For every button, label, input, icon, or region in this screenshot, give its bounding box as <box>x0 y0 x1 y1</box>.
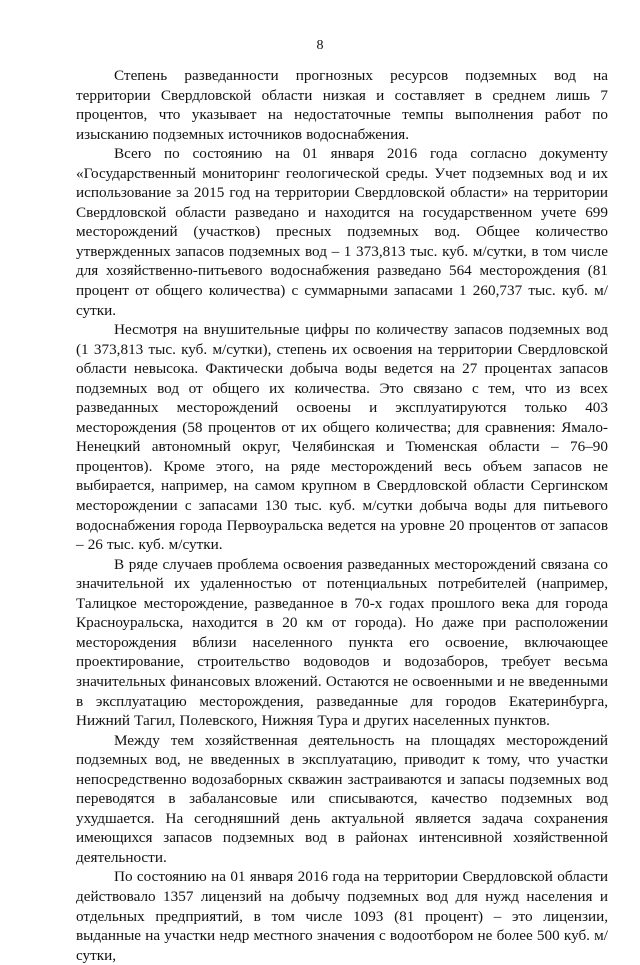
paragraph-exploration-degree: Степень разведанности прогнозных ресурсов подземных вод на территории Свердловской области низкая и составляет в среднем лишь 7 процентов, что указывает на недостаточные темпы выполнения работ по изысканию подземных источников водоснабжения. <box>76 67 608 143</box>
paragraph-licenses: По состоянию на 01 января 2016 года на территории Свердловской области действовало 1357 лицензий на добычу подземных вод для нужд населения и отдельных предприятий, в том числе 1093 (81 процент) – это лицензии, выданные на участки недр местного значения с водоотбором не более 500 куб. м/сутки, <box>76 868 608 964</box>
paragraph-economic-activity: Между тем хозяйственная деятельность на площадях месторождений подземных вод, не введенных в эксплуатацию, приводит к тому, что участки непосредственно водозаборных скважин застраиваются и запасы подземных вод переводятся в забалансовые или списываются, качество подземных вод ухудшается. На сегодняшний день актуальной является задача сохранения имеющихся запасов подземных вод в районах интенсивной хозяйственной деятельности. <box>76 731 608 866</box>
paragraph-development-level: Несмотря на внушительные цифры по количеству запасов подземных вод (1 373,813 тыс. куб. м/сутки), степень их освоения на территории Свердловской области невысока. Фактически добыча воды ведется на 27 процентах запасов подземных вод от общего их количества. Это связано с тем, что из всех разведанных месторождений освоены и эксплуатируются только 403 месторождения (58 процентов от их общего количества; для сравнения: Ямало-Ненецкий автономный округ, Челябинская и Тюменская области – 76–90 процентов). Кроме этого, на ряде месторождений весь объем запасов не выбирается, например, на самом крупном в Свердловской области Сергинском месторождении с запасами 130 тыс. куб. м/сутки добыча воды для питьевого водоснабжения города Первоуральска ведется на уровне 20 процентов от запасов – 26 тыс. куб. м/сутки. <box>76 321 608 554</box>
document-body <box>76 66 608 965</box>
page-number: 8 <box>316 38 324 53</box>
paragraph-deposits-count: Всего по состоянию на 01 января 2016 года согласно документу «Государственный мониторинг геологической среды. Учет подземных вод и их использование за 2015 год на территории Свердловской области» на территории Свердловской области разведано и находится на государственном учете 699 месторождений (участков) пресных подземных вод. Общее количество утвержденных запасов подземных вод – 1 373,813 тыс. куб. м/сутки, в том числе для хозяйственно-питьевого водоснабжения разведано 564 месторождения (81 процент от общего количества) с суммарными запасами 1 260,737 тыс. куб. м/сутки. <box>76 145 608 319</box>
paragraph-remoteness-problem: В ряде случаев проблема освоения разведанных месторождений связана со значительной их удаленностью от потенциальных потребителей (например, Талицкое месторождение, разведанное в 70-х годах прошлого века для города Красноуральска, находится в 20 км от города). Но даже при расположении месторождения вблизи населенного пункта его освоение, включающее проектирование, строительство водоводов и водозаборов, требует весьма значительных финансовых вложений. Остаются не освоенными и не введенными в эксплуатацию месторождения, разведанные для городов Екатеринбурга, Нижний Тагил, Полевского, Нижняя Тура и других населенных пунктов. <box>76 555 608 730</box>
